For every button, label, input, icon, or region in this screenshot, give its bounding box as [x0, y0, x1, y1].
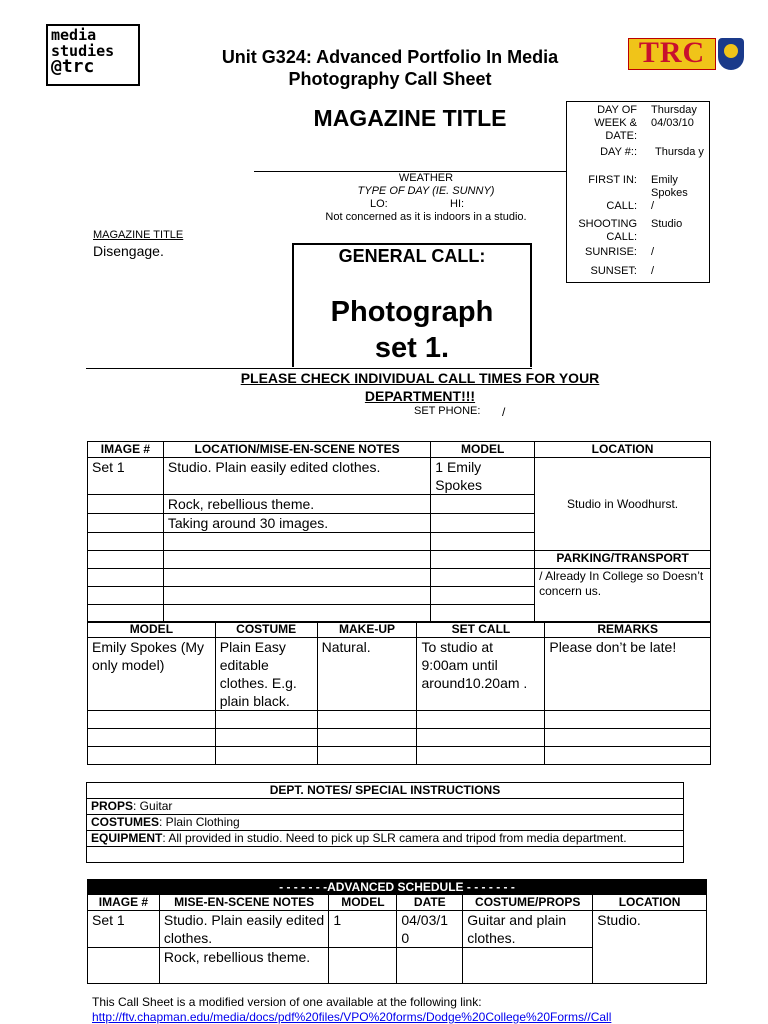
magazine-title-heading: MAGAZINE TITLE — [313, 105, 507, 131]
costume-props-cell: Guitar and plain clothes. — [463, 911, 593, 948]
notes-cell: Rock, rebellious theme. — [159, 948, 329, 984]
document-title — [160, 46, 620, 90]
location-cell: Studio in Woodhurst. — [535, 458, 711, 551]
trc-logo-text: TRC — [638, 36, 706, 69]
magazine-label: MAGAZINE TITLE — [93, 229, 184, 241]
dept-notes-header: DEPT. NOTES/ SPECIAL INSTRUCTIONS — [87, 783, 684, 799]
set-phone-label: SET PHONE: — [414, 405, 481, 417]
parking-header: PARKING/TRANSPORT — [535, 551, 711, 569]
remarks-cell: Please don’t be late! — [545, 638, 711, 711]
location-cell: Studio. — [593, 911, 707, 984]
title-line-1: Unit G324: Advanced Portfolio In Media — [221, 47, 559, 67]
weather-hi: HI: — [450, 198, 465, 210]
costume-cell: Plain Easy editable clothes. E.g. plain black. — [215, 638, 317, 711]
info-value: Thursday 04/03/10 — [651, 104, 697, 129]
check-notice: PLEASE CHECK INDIVIDUAL CALL TIMES FOR YOUR DEPARTMENT!!! — [240, 370, 600, 404]
crest-icon — [718, 38, 744, 70]
notes-cell: Studio. Plain easily edited clothes. — [159, 911, 329, 948]
column-header: SET CALL — [417, 622, 545, 638]
trc-logo — [628, 38, 744, 70]
weather-note: Not concerned as it is indoors in a studio. — [325, 211, 527, 223]
info-value: Studio — [651, 218, 683, 230]
equipment-value: : All provided in studio. Need to pick up SLR camera and tripod from media department. — [162, 831, 627, 845]
footer-text: This Call Sheet is a modified version of one available at the following link: — [92, 995, 482, 1009]
weather-lo: LO: — [370, 198, 388, 210]
info-value: / — [651, 200, 655, 212]
notes-cell: Studio. Plain easily edited clothes. — [163, 458, 430, 495]
model-cell: Emily Spokes (My only model) — [88, 638, 216, 711]
column-header: LOCATION — [593, 895, 707, 911]
info-key: CALL: — [606, 200, 637, 212]
advanced-schedule-title: - - - - - - -ADVANCED SCHEDULE - - - - - - - — [88, 880, 707, 895]
costumes-row — [87, 815, 684, 831]
column-header: MISE-EN-SCENE NOTES — [159, 895, 329, 911]
parking-cell: / Already In College so Doesn’t concern us. — [535, 569, 711, 623]
magazine-value: Disengage. — [93, 243, 164, 259]
info-key: SUNRISE: — [585, 246, 637, 258]
model-cell: 1 — [329, 911, 397, 948]
makeup-cell: Natural. — [317, 638, 417, 711]
media-studies-logo — [46, 24, 140, 86]
equipment-row — [87, 831, 684, 847]
info-key: SHOOTING CALL: — [578, 218, 637, 243]
general-call-title: GENERAL CALL: — [338, 246, 486, 266]
image-cell: Set 1 — [88, 911, 160, 948]
info-box — [566, 101, 710, 283]
info-key: DAY #:: — [600, 146, 637, 158]
info-key: FIRST IN: — [588, 174, 637, 186]
logo-line-2: studies — [51, 42, 115, 60]
column-header: REMARKS — [545, 622, 711, 638]
model-table — [87, 621, 711, 765]
column-header: IMAGE # — [88, 442, 164, 458]
location-table — [87, 441, 711, 623]
column-header: LOCATION — [535, 442, 711, 458]
date-cell: 04/03/1 0 — [397, 911, 463, 948]
set-phone-value: / — [502, 405, 506, 419]
info-value: Thursda y — [655, 146, 704, 158]
image-cell: Set 1 — [88, 458, 164, 495]
info-value: / — [651, 265, 655, 277]
weather-block — [306, 172, 546, 224]
notes-cell: Taking around 30 images. — [163, 514, 430, 533]
equipment-label: EQUIPMENT — [91, 831, 163, 845]
general-call-text — [292, 294, 532, 366]
general-call-line-1: Photograph — [330, 296, 494, 328]
column-header: COSTUME/PROPS — [463, 895, 593, 911]
column-header: MODEL — [329, 895, 397, 911]
notes-cell: Rock, rebellious theme. — [163, 495, 430, 514]
logo-line-1: media — [51, 26, 97, 44]
dept-notes-table — [86, 782, 684, 863]
advanced-schedule-table — [87, 879, 707, 984]
column-header: IMAGE # — [88, 895, 160, 911]
column-header: MODEL — [431, 442, 535, 458]
costumes-label: COSTUMES — [91, 815, 160, 829]
info-value: Emily Spokes — [651, 174, 688, 199]
column-header: DATE — [397, 895, 463, 911]
column-header: LOCATION/MISE-EN-SCENE NOTES — [163, 442, 430, 458]
costumes-value: : Plain Clothing — [159, 815, 240, 829]
logo-line-3: @trc — [51, 56, 95, 77]
weather-type: TYPE OF DAY (IE. SUNNY) — [357, 185, 495, 197]
props-label: PROPS — [91, 799, 134, 813]
general-call-line-2: set 1. — [374, 332, 450, 364]
title-line-2: Photography Call Sheet — [288, 69, 492, 89]
column-header: MODEL — [88, 622, 216, 638]
set-call-cell: To studio at 9:00am until around10.20am . — [417, 638, 545, 711]
props-row — [87, 799, 684, 815]
model-cell: 1 Emily Spokes — [431, 458, 535, 495]
column-header: MAKE-UP — [317, 622, 417, 638]
props-value: : Guitar — [133, 799, 173, 813]
source-link[interactable]: http://ftv.chapman.edu/media/docs/pdf%20files/VPO%20forms/Dodge%20College%20Forms//Call — [92, 1010, 612, 1024]
info-key: SUNSET: — [590, 265, 637, 277]
weather-label: WEATHER — [398, 172, 454, 184]
info-key: DAY OF WEEK & DATE: — [594, 104, 637, 142]
column-header: COSTUME — [215, 622, 317, 638]
info-value: / — [651, 246, 655, 258]
